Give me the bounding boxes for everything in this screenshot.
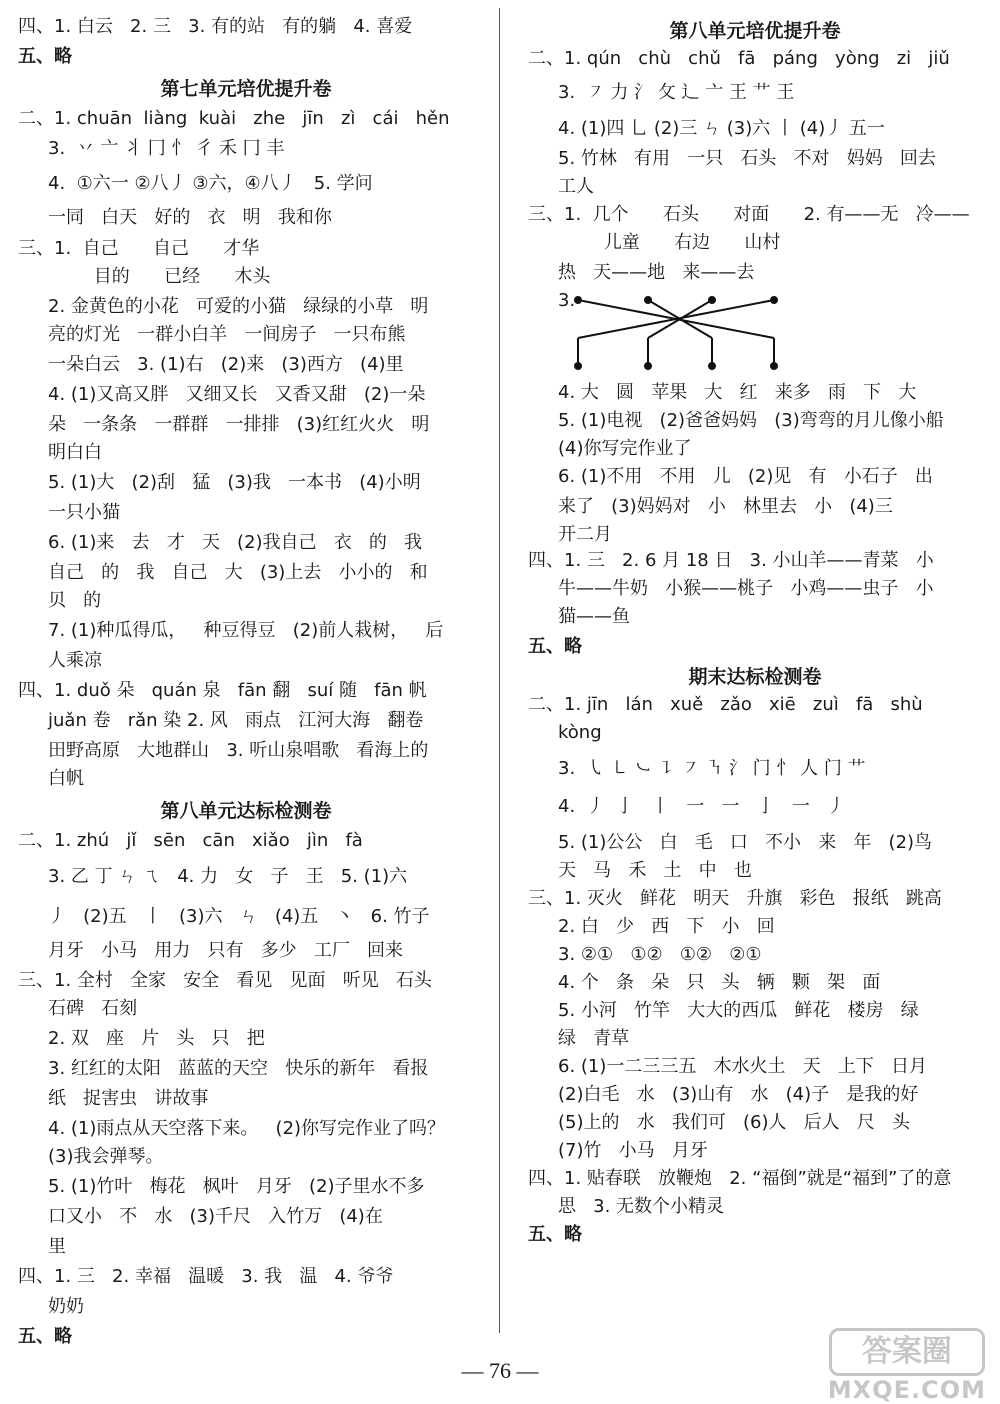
answer-line: 牛——牛奶 小猴——桃子 小鸡——虫子 小 xyxy=(558,578,934,599)
answer-line: 三、1. 灭火 鲜花 明天 升旗 彩色 报纸 跳高 xyxy=(528,888,942,909)
answer-line: 四、1. 三 2. 6 月 18 日 3. 小山羊——青菜 小 xyxy=(528,550,934,571)
answer-line: 五、略 xyxy=(18,46,72,67)
answer-line: 贝 的 xyxy=(48,590,102,611)
answer-line: 白帆 xyxy=(48,768,84,789)
answer-line: 3. 丷 亠 丬 冂 忄 彳 禾 冂 丰 xyxy=(48,138,285,159)
section-title: 第八单元培优提升卷 xyxy=(669,20,841,42)
answer-line: 明白白 xyxy=(48,442,102,463)
answer-line: 目的 已经 木头 xyxy=(48,266,271,287)
section-title: 第八单元达标检测卷 xyxy=(160,800,332,822)
answer-line: 5. 竹林 有用 一只 石头 不对 妈妈 回去 xyxy=(558,148,936,169)
answer-line: 2. 白 少 西 下 小 回 xyxy=(558,916,775,937)
answer-line: 3. ㇇ 力 氵 攵 辶 亠 王 艹 王 xyxy=(558,82,795,103)
answer-line: 口又小 不 水 (3)千尺 入竹万 (4)在 xyxy=(48,1206,383,1227)
answer-line: 五、略 xyxy=(528,1224,582,1245)
answer-line: 里 xyxy=(48,1236,66,1257)
matching-lines-diagram xyxy=(560,296,790,372)
answer-line: 3. 红红的太阳 蓝蓝的天空 快乐的新年 看报 xyxy=(48,1058,429,1079)
answer-line: 儿童 右边 山村 xyxy=(558,232,781,253)
answer-line: 二、1. zhú jǐ sēn cān xiǎo jìn fà xyxy=(18,830,363,851)
answer-line: 二、1. jīn lán xuě zǎo xiē zuì fā shù xyxy=(528,694,923,715)
answer-line: 5. 小河 竹竿 大大的西瓜 鲜花 楼房 绿 xyxy=(558,1000,919,1021)
answer-line: 朵 一条条 一群群 一排排 (3)红红火火 明 xyxy=(48,414,430,435)
answer-line: 田野高原 大地群山 3. 听山泉唱歌 看海上的 xyxy=(48,740,429,761)
answer-line: 4. ①六一 ②八丿 ③六，④八丿 5. 学问 xyxy=(48,173,373,194)
answer-line: 4. 丿 亅 丨 一 一 亅 一 丿 xyxy=(558,796,846,817)
section-title: 第七单元培优提升卷 xyxy=(160,78,332,100)
answer-line: 7. (1)种瓜得瓜， 种豆得豆 (2)前人栽树， 后 xyxy=(48,620,444,641)
answer-line: 4. 大 圆 苹果 大 红 来多 雨 下 大 xyxy=(558,382,917,403)
section-title: 期末达标检测卷 xyxy=(688,666,822,688)
column-divider xyxy=(499,8,500,1333)
answer-line: 5. (1)大 (2)刮 猛 (3)我 一本书 (4)小明 xyxy=(48,472,421,493)
answer-line: 6. (1)来 去 才 天 (2)我自己 衣 的 我 xyxy=(48,532,423,553)
answer-line: 3. xyxy=(558,290,576,311)
answer-line: 工人 xyxy=(558,176,594,197)
answer-line: 三、1. 自己 自己 才华 xyxy=(18,238,260,259)
answer-line: 4. (1)四 乚 (2)三 ㄣ (3)六 丨 (4)丿 五一 xyxy=(558,118,885,139)
answer-line: 一只小猫 xyxy=(48,502,120,523)
watermark-seal: 答案圈 xyxy=(829,1328,985,1376)
answer-line: 人乘凉 xyxy=(48,650,102,671)
answer-line: 四、1. 三 2. 幸福 温暖 3. 我 温 4. 爷爷 xyxy=(18,1266,394,1287)
watermark-url: MXQE.COM xyxy=(827,1376,986,1404)
answer-line: 自己 的 我 自己 大 (3)上去 小小的 和 xyxy=(48,562,428,583)
answer-line: 开二月 xyxy=(558,524,612,545)
answer-line: 4. (1)又高又胖 又细又长 又香又甜 (2)一朵 xyxy=(48,384,426,405)
answer-line: 五、略 xyxy=(528,636,582,657)
answer-line: 三、1. 几个 石头 对面 2. 有——无 冷—— xyxy=(528,204,970,225)
answer-line: 丿 (2)五 丨 (3)六 ㄣ (4)五 丶 6. 竹子 xyxy=(48,906,430,927)
answer-line: 三、1. 全村 全家 安全 看见 见面 听见 石头 xyxy=(18,970,432,991)
answer-line: 四、1. 贴春联 放鞭炮 2. “福倒”就是“福到”了的意 xyxy=(528,1168,952,1189)
answer-line: 纸 捉害虫 讲故事 xyxy=(48,1088,209,1109)
answer-line: 6. (1)不用 不用 儿 (2)见 有 小石子 出 xyxy=(558,466,933,487)
page-number: — 76 — xyxy=(461,1358,539,1383)
answer-line: 5. (1)电视 (2)爸爸妈妈 (3)弯弯的月儿像小船 xyxy=(558,410,944,431)
answer-line: juǎn 卷 rǎn 染 2. 风 雨点 江河大海 翻卷 xyxy=(48,710,424,731)
answer-line: (5)上的 水 我们可 (6)人 后人 尺 头 xyxy=(558,1112,910,1133)
answer-line: 2. 金黄色的小花 可爱的小猫 绿绿的小草 明 xyxy=(48,296,429,317)
answer-line: 绿 青草 xyxy=(558,1028,630,1049)
answer-line: (7)竹 小马 月牙 xyxy=(558,1140,708,1161)
answer-line: 3. ②① ①② ①② ②① xyxy=(558,944,762,965)
answer-line: 四、1. 白云 2. 三 3. 有的站 有的躺 4. 喜爱 xyxy=(18,16,413,37)
answer-line: 5. (1)竹叶 梅花 枫叶 月牙 (2)子里水不多 xyxy=(48,1176,425,1197)
answer-line: 二、1. chuān liàng kuài zhe jīn zì cái hěn xyxy=(18,108,450,129)
answer-line: 天 马 禾 土 中 也 xyxy=(558,860,752,881)
answer-line: 猫——鱼 xyxy=(558,606,630,627)
answer-line: 四、1. duǒ 朵 quán 泉 fān 翻 suí 随 fān 帆 xyxy=(18,680,427,701)
answer-line: 4. 个 条 朵 只 头 辆 颗 架 面 xyxy=(558,972,881,993)
answer-line: 月牙 小马 用力 只有 多少 工厂 回来 xyxy=(48,940,403,961)
answer-line: kòng xyxy=(558,722,602,743)
answer-line: 亮的灯光 一群小白羊 一间房子 一只布熊 xyxy=(48,324,406,345)
answer-line: 3. ㇂ ㇄ ㇃ ㇊ ㇇ ㇎ 氵 门 忄 人 门 艹 xyxy=(558,758,866,779)
answer-line: 6. (1)一二三三五 木水火土 天 上下 日月 xyxy=(558,1056,928,1077)
answer-line: 石碑 石刻 xyxy=(48,998,138,1019)
answer-line: 思 3. 无数个小精灵 xyxy=(558,1196,725,1217)
answer-line: 4. (1)雨点从天空落下来。 (2)你写完作业了吗？ xyxy=(48,1118,446,1139)
answer-line: (2)白毛 水 (3)山有 水 (4)子 是我的好 xyxy=(558,1084,919,1105)
watermark-logo xyxy=(828,1328,986,1404)
answer-line: 来了 (3)妈妈对 小 林里去 小 (4)三 xyxy=(558,496,893,517)
answer-line: 2. 双 座 片 头 只 把 xyxy=(48,1028,265,1049)
answer-line: 5. (1)公公 白 毛 口 不小 来 年 (2)鸟 xyxy=(558,832,933,853)
answer-line: 五、略 xyxy=(18,1326,72,1347)
answer-line: 一同 白天 好的 衣 明 我和你 xyxy=(48,207,332,228)
answer-line: 热 天——地 来——去 xyxy=(558,262,755,283)
answer-line: 3. 乙 丁 ㄣ ㄟ 4. 力 女 子 王 5. (1)六 xyxy=(48,866,408,887)
answer-line: 奶奶 xyxy=(48,1296,84,1317)
answer-line: (4)你写完作业了 xyxy=(558,438,692,459)
answer-line: 二、1. qún chù chǔ fā páng yòng zi jiǔ xyxy=(528,48,950,69)
answer-line: 一朵白云 3. (1)右 (2)来 (3)西方 (4)里 xyxy=(48,354,404,375)
answer-line: (3)我会弹琴。 xyxy=(48,1146,164,1167)
